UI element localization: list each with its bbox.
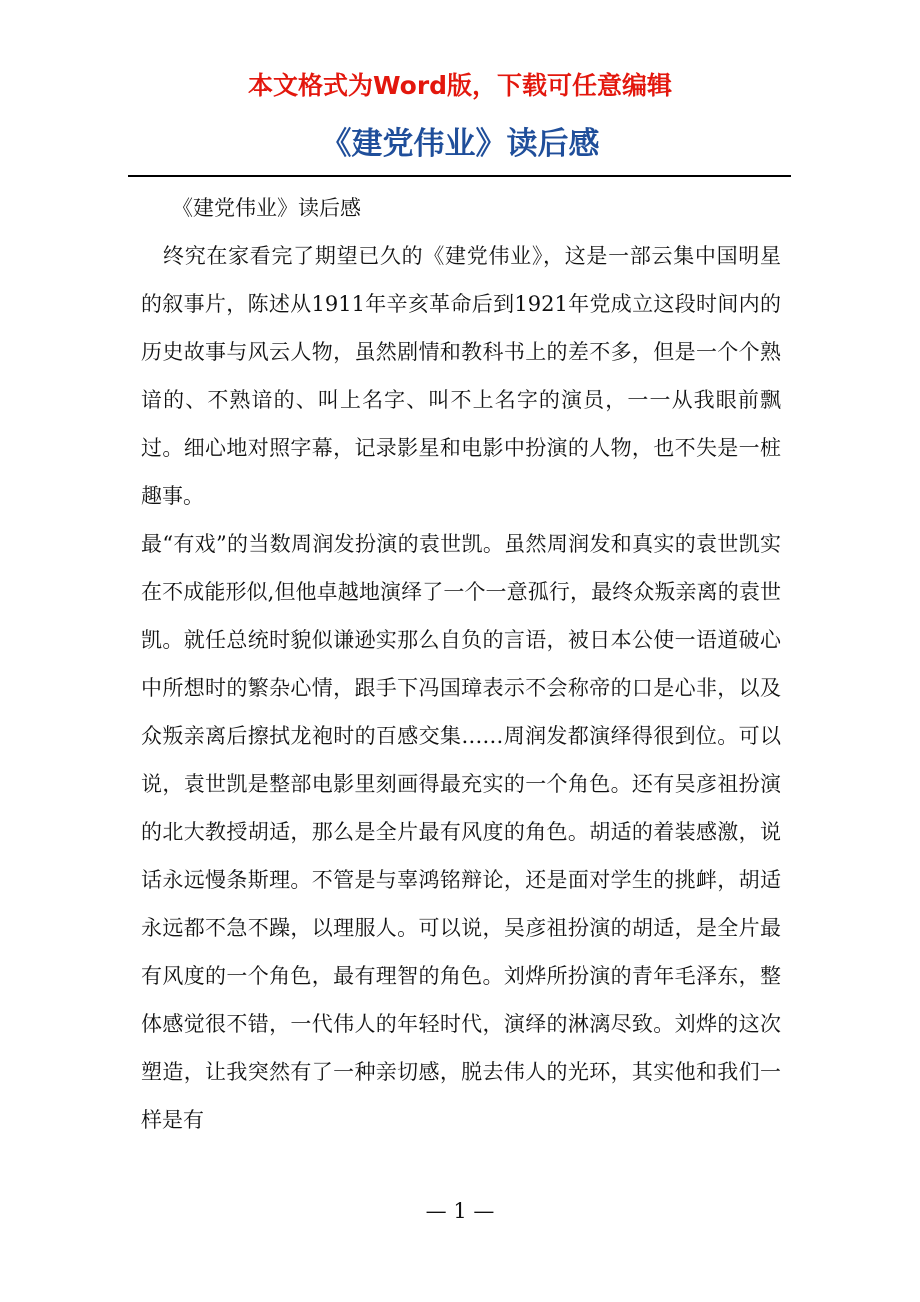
document-body xyxy=(141,184,781,1144)
body-paragraph-1: 终究在家看完了期望已久的《建党伟业》，这是一部云集中国明星的叙事片，陈述从1911年辛亥革命后到1921年党成立这段时间内的历史故事与风云人物，虽然剧情和教科书上的差不多，但是一个个熟谙的、不熟谙的、叫上名字、叫不上名字的演员，一一从我眼前飘过。细心地对照字幕，记录影星和电影中扮演的人物，也不失是一桩趣事。 xyxy=(141,244,781,508)
header-rule xyxy=(128,175,791,177)
format-notice: 本文格式为Word版，下载可任意编辑 xyxy=(247,71,673,100)
body-paragraph-2: 最“有戏”的当数周润发扮演的袁世凯。虽然周润发和真实的袁世凯实在不成能形似,但他卓越地演绎了一个一意孤行，最终众叛亲离的袁世凯。就任总统时貌似谦逊实那么自负的言语，被日本公使一语道破心中所想时的繁杂心情，跟手下冯国璋表示不会称帝的口是心非，以及众叛亲离后擦拭龙袍时的百感交集……周润发都演绎得很到位。可以说，袁世凯是整部电影里刻画得最充实的一个角色。还有吴彦祖扮演的北大教授胡适，那么是全片最有风度的角色。胡适的着装感激，说话永远慢条斯理。不管是与辜鸿铭辩论，还是面对学生的挑衅，胡适永远都不急不躁，以理服人。可以说，吴彦祖扮演的胡适，是全片最有风度的一个角色，最有理智的角色。刘烨所扮演的青年毛泽东，整体感觉很不错，一代伟人的年轻时代，演绎的淋漓尽致。刘烨的这次塑造，让我突然有了一种亲切感，脱去伟人的光环，其实他和我们一样是有 xyxy=(141,532,781,1132)
page-number: — 1 — xyxy=(425,1199,495,1223)
body-subtitle: 《建党伟业》读后感 xyxy=(172,196,361,220)
document-title: 《建党伟业》读后感 xyxy=(320,126,600,162)
